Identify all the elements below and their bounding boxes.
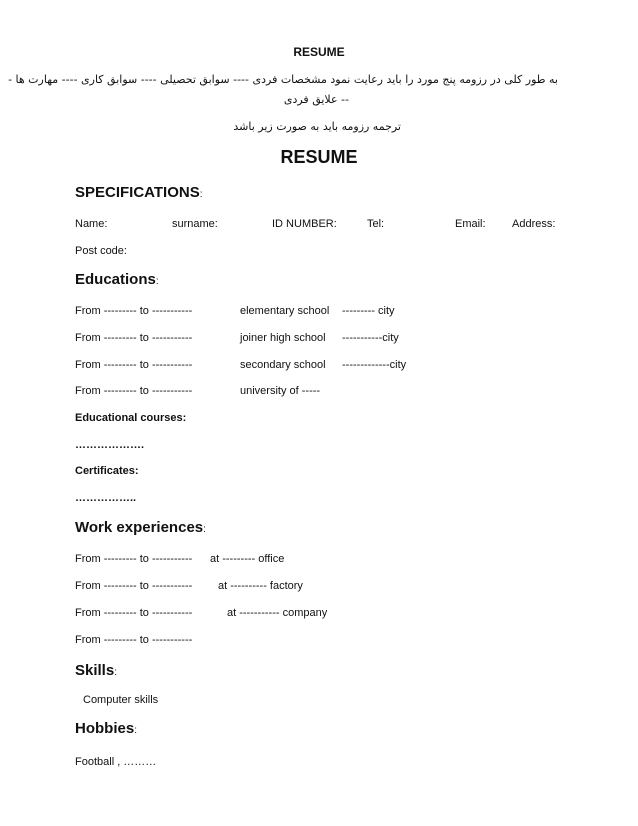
work-experiences-heading: Work experiences:: [75, 519, 206, 536]
education-row-3-place: -------------city: [342, 359, 407, 371]
educational-courses-value: ……………….: [75, 439, 145, 451]
field-email: Email:: [455, 218, 486, 230]
field-surname: surname:: [172, 218, 218, 230]
hobbies-value: Football , ………: [75, 756, 157, 768]
resume-title-small: RESUME: [293, 45, 345, 59]
field-name: Name:: [75, 218, 108, 230]
work-row-3-range: From --------- to -----------: [75, 607, 193, 619]
persian-intro-line-3: ترجمه رزومه باید به صورت زیر باشد: [233, 120, 401, 133]
work-row-2-range: From --------- to -----------: [75, 580, 193, 592]
resume-title-main: RESUME: [280, 147, 358, 167]
field-post-code: Post code:: [75, 245, 127, 257]
certificates-value: ……………..: [75, 492, 137, 504]
education-row-2-range: From --------- to -----------: [75, 332, 193, 344]
work-row-3-place: at ----------- company: [227, 607, 328, 619]
field-id-number: ID NUMBER:: [272, 218, 337, 230]
education-row-1-school: elementary school: [240, 305, 330, 317]
hobbies-heading: Hobbies:: [75, 720, 137, 737]
education-row-4-school: university of -----: [240, 385, 321, 397]
work-row-1-place: at --------- office: [210, 553, 285, 565]
work-row-4-range: From --------- to -----------: [75, 634, 193, 646]
work-row-1-range: From --------- to -----------: [75, 553, 193, 565]
education-row-4-range: From --------- to -----------: [75, 385, 193, 397]
education-row-2-place: -----------city: [342, 332, 399, 344]
education-row-3-range: From --------- to -----------: [75, 359, 193, 371]
education-row-3-school: secondary school: [240, 359, 326, 371]
skills-heading: Skills:: [75, 662, 117, 679]
skills-value: Computer skills: [83, 694, 159, 706]
persian-intro-line-2: -- علایق فردی: [283, 93, 349, 106]
certificates-label: Certificates:: [75, 465, 139, 477]
education-row-1-place: --------- city: [342, 305, 395, 317]
work-row-2-place: at ---------- factory: [218, 580, 303, 592]
education-row-1-range: From --------- to -----------: [75, 305, 193, 317]
field-address: Address:: [512, 218, 556, 230]
educations-heading: Educations:: [75, 271, 159, 288]
field-tel: Tel:: [367, 218, 385, 230]
specifications-heading: SPECIFICATIONS:: [75, 184, 203, 201]
persian-intro-line-1: به طور کلی در رزومه پنج مورد را باید رعایت نمود مشخصات فردی ---- سوابق تحصیلی ---- سوابق کاری ---- مهارت ها -: [8, 73, 558, 86]
educational-courses-label: Educational courses:: [75, 412, 187, 424]
education-row-2-school: joiner high school: [240, 332, 326, 344]
